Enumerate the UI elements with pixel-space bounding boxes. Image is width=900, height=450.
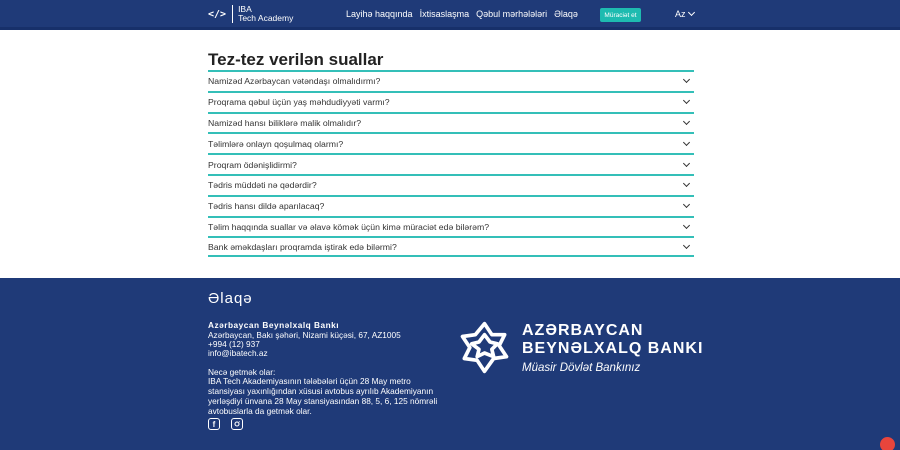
bank-emblem-icon — [457, 320, 512, 375]
faq-item[interactable] — [208, 132, 694, 153]
chevron-down-icon — [683, 222, 690, 229]
chevron-down-icon — [683, 242, 690, 249]
social-links — [208, 418, 254, 430]
faq-item[interactable] — [208, 174, 694, 195]
notification-bell-icon[interactable] — [880, 437, 895, 450]
phone[interactable]: +994 (12) 937 — [208, 339, 260, 349]
faq-item[interactable] — [208, 195, 694, 216]
language-selector[interactable] — [675, 9, 694, 19]
main-nav — [346, 9, 585, 19]
logo-text — [238, 5, 293, 23]
faq-title: Tez-tez verilən suallar — [208, 50, 384, 69]
email[interactable]: info@ibatech.az — [208, 348, 268, 358]
language-label: Az — [675, 9, 686, 19]
faq-question: Namizəd Azərbaycan vətəndaşı olmalıdırmı? — [208, 76, 381, 87]
chevron-down-icon — [683, 118, 690, 125]
bank-logo — [457, 320, 703, 375]
nav-link-about[interactable]: Layihə haqqında — [346, 9, 413, 19]
faq-question: Təlimlərə onlayn qoşulmaq olarmı? — [208, 138, 344, 149]
contact-title: Əlaqə — [208, 290, 253, 307]
faq-question: Tədris hansı dildə aparılacaq? — [208, 201, 325, 212]
chevron-down-icon — [683, 139, 690, 146]
nav-link-specialization[interactable]: İxtisaslaşma — [419, 9, 470, 19]
logo-divider — [232, 5, 233, 23]
faq-list — [208, 70, 694, 257]
top-navbar — [0, 0, 900, 30]
faq-item[interactable] — [208, 153, 694, 174]
brand-tagline: Müasir Dövlət Bankınız — [522, 361, 641, 374]
chevron-down-icon — [683, 76, 690, 83]
chevron-down-icon — [683, 180, 690, 187]
faq-question: Proqrama qəbul üçün yaş məhdudiyyəti varmı? — [208, 97, 390, 108]
faq-item[interactable] — [208, 70, 694, 91]
chevron-down-icon — [683, 160, 690, 167]
facebook-icon[interactable]: f — [208, 418, 220, 430]
faq-question: Təlim haqqında suallar və əlavə kömək üçün kimə müraciət edə bilərəm? — [208, 221, 490, 232]
instagram-icon[interactable] — [231, 418, 243, 430]
nav-link-contact[interactable]: Əlaqə — [554, 9, 578, 19]
faq-question: Bank əməkdaşları proqramda iştirak edə bilərmi? — [208, 241, 397, 252]
faq-question: Namizəd hansı biliklərə malik olmalıdır? — [208, 117, 362, 128]
code-icon: </> — [208, 8, 227, 20]
address: Azərbaycan, Bakı şəhəri, Nizami küçəsi, 67, AZ1005 — [208, 330, 401, 340]
faq-item[interactable] — [208, 216, 694, 237]
faq-question: Proqram ödənişlidirmi? — [208, 159, 297, 170]
faq-item[interactable] — [208, 112, 694, 133]
brand-line1: AZƏRBAYCAN — [522, 321, 644, 339]
faq-item[interactable] — [208, 236, 694, 257]
faq-item[interactable] — [208, 91, 694, 112]
bank-name: Azərbaycan Beynəlxalq Bankı — [208, 320, 340, 330]
apply-button[interactable]: Müraciət et — [600, 8, 641, 22]
footer — [0, 278, 900, 450]
logo-line1: IBA — [238, 4, 252, 14]
chevron-down-icon — [683, 201, 690, 208]
nav-link-admission-stages[interactable]: Qəbul mərhələləri — [476, 9, 548, 19]
directions-label: Necə getmək olar: — [208, 367, 276, 377]
logo-line2: Tech Academy — [238, 13, 294, 23]
chevron-down-icon — [687, 9, 694, 16]
chevron-down-icon — [683, 97, 690, 104]
site-logo[interactable] — [208, 5, 293, 23]
brand-line2: BEYNƏLXALQ BANKI — [522, 339, 704, 357]
faq-question: Tədris müddəti nə qədərdir? — [208, 180, 317, 191]
directions-text: IBA Tech Akademiyasının tələbələri üçün 28 May metro stansiyası yaxınlığından xüsusi avtobus ayrılıb Akademiyanın yerləşdiyi ünvana 28 May stansiyasından 88, 5, 6, 125 nömrəli avtobuslarla da getmək olar. — [208, 376, 438, 416]
